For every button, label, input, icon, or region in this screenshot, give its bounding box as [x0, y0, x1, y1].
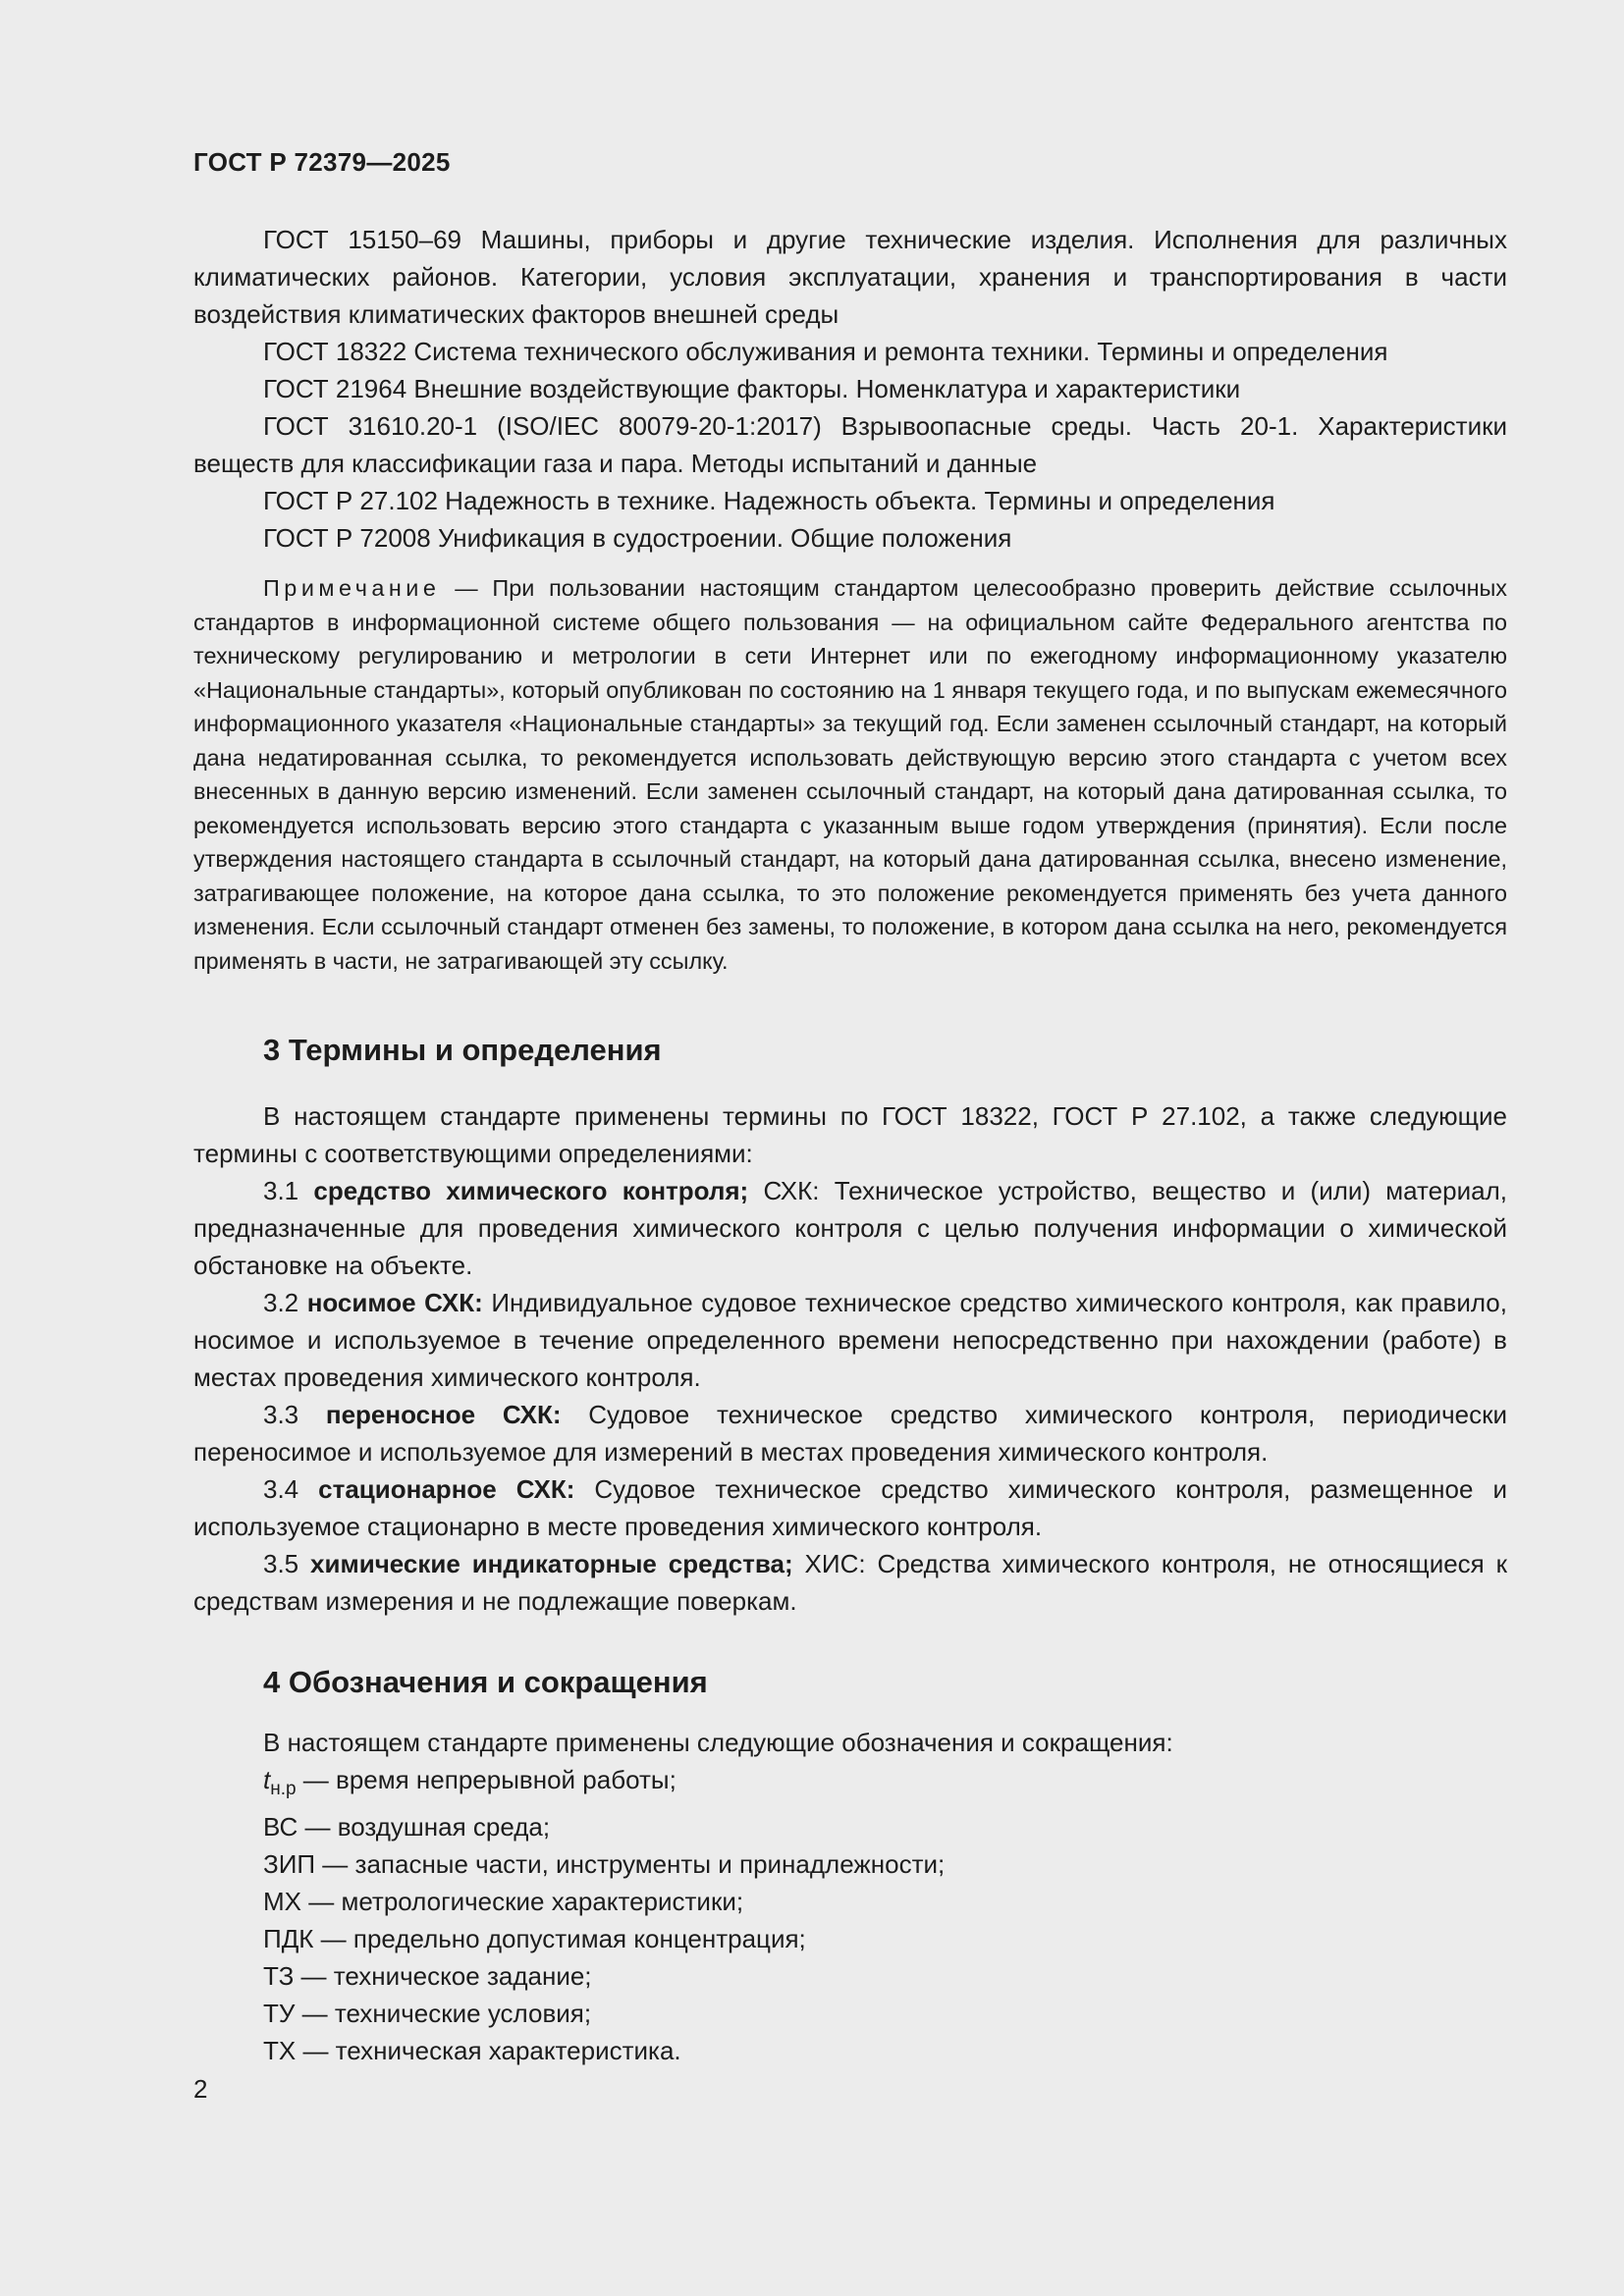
- reference-item: ГОСТ Р 27.102 Надежность в технике. Надежность объекта. Термины и определения: [263, 486, 1275, 515]
- term-number: 3.4: [263, 1474, 319, 1504]
- abbreviation-item: МХ — метрологические характеристики;: [263, 1887, 744, 1916]
- page-number: 2: [193, 2074, 208, 2104]
- section-3-intro: В настоящем стандарте применены термины по ГОСТ 18322, ГОСТ Р 27.102, а также следующие термины с соответствующими определениями:: [193, 1101, 1507, 1168]
- abbreviation-item: ПДК — предельно допустимая концентрация;: [263, 1924, 806, 1953]
- symbol-main: t: [263, 1765, 271, 1794]
- abbreviation-item: ВС — воздушная среда;: [263, 1812, 551, 1842]
- reference-item: ГОСТ 18322 Система технического обслуживания и ремонта техники. Термины и определения: [263, 337, 1388, 366]
- page-content: [193, 221, 1507, 2069]
- abbreviation-item: ЗИП — запасные части, инструменты и принадлежности;: [263, 1849, 946, 1879]
- term-name: стационарное СХК:: [318, 1474, 575, 1504]
- reference-item: ГОСТ 15150–69 Машины, приборы и другие технические изделия. Исполнения для различных климатических районов. Категории, условия эксплуатации, хранения и транспортирования в части воздействия климатических факторов внешней среды: [193, 225, 1507, 329]
- term-number: 3.3: [263, 1400, 326, 1429]
- term-definition: [193, 1284, 1507, 1396]
- normative-references: [193, 221, 1507, 557]
- term-number: 3.5: [263, 1549, 311, 1578]
- reference-item: ГОСТ 31610.20-1 (ISO/IEC 80079-20-1:2017) Взрывоопасные среды. Часть 20-1. Характеристики веществ для классификации газа и пара. Методы испытаний и данные: [193, 411, 1507, 478]
- term-name: химические индикаторные средства;: [310, 1549, 793, 1578]
- document-code: ГОСТ Р 72379—2025: [193, 147, 451, 177]
- term-text: ХИС: Средства химического контроля, не относящиеся к средствам измерения и не подлежащие поверкам.: [193, 1549, 1508, 1616]
- note-label: Примечание: [263, 575, 441, 601]
- note-paragraph: [193, 571, 1507, 978]
- section-4-intro: В настоящем стандарте применены следующие обозначения и сокращения:: [263, 1728, 1173, 1757]
- reference-item: ГОСТ Р 72008 Унификация в судостроении. Общие положения: [263, 523, 1012, 553]
- term-text: Индивидуальное судовое техническое средство химического контроля, как правило, носимое и используемое в течение определенного времени непосредственно при нахождении (работе) в местах проведения химического контроля.: [193, 1288, 1507, 1392]
- symbol-item: [193, 1761, 1507, 1808]
- term-definition: [193, 1396, 1507, 1470]
- term-name: носимое СХК:: [306, 1288, 483, 1317]
- abbreviation-item: ТЗ — техническое задание;: [263, 1961, 592, 1991]
- symbol-text: — время непрерывной работы;: [296, 1765, 677, 1794]
- abbreviation-item: ТУ — технические условия;: [263, 1999, 592, 2028]
- term-name: средство химического контроля;: [313, 1176, 749, 1205]
- section-3-heading: 3 Термины и определения: [263, 1033, 662, 1067]
- term-definition: [193, 1172, 1507, 1284]
- term-definition: [193, 1470, 1507, 1545]
- term-name: переносное СХК:: [325, 1400, 562, 1429]
- term-text: СХК: Техническое устройство, вещество и (или) материал, предназначенные для проведения химического контроля с целью получения информации о химической обстановке на объекте.: [193, 1176, 1507, 1280]
- term-number: 3.2: [263, 1288, 307, 1317]
- abbreviations-list: [193, 1724, 1507, 2069]
- symbol-subscript: н.р: [270, 1779, 297, 1799]
- section-4-heading: 4 Обозначения и сокращения: [263, 1665, 708, 1699]
- reference-item: ГОСТ 21964 Внешние воздействующие факторы. Номенклатура и характеристики: [263, 374, 1241, 403]
- term-text: Судовое техническое средство химического контроля, периодически переносимое и используемое для измерений в местах проведения химического контроля.: [193, 1400, 1507, 1467]
- term-number: 3.1: [263, 1176, 314, 1205]
- term-text: Судовое техническое средство химического контроля, размещенное и используемое стационарно в месте проведения химического контроля.: [193, 1474, 1507, 1541]
- term-definition: [193, 1545, 1507, 1620]
- note-text: — При пользовании настоящим стандартом целесообразно проверить действие ссылочных стандартов в информационной системе общего пользования — на официальном сайте Федерального агентства по техническому регулированию и метрологии в сети Интернет или по ежегодному информационному указателю «Национальные стандарты», который опубликован по состоянию на 1 января текущего года, и по выпускам ежемесячного информационного указателя «Национальные стандарты» за текущий год. Если заменен ссылочный стандарт, на который дана недатированная ссылка, то рекомендуется использовать действующую версию этого стандарта с учетом всех внесенных в данную версию изменений. Если заменен ссылочный стандарт, на который дана датированная ссылка, то рекомендуется использовать версию этого стандарта с указанным выше годом утверждения (принятия). Если после утверждения настоящего стандарта в ссылочный стандарт, на который дана датированная ссылка, внесено изменение, затрагивающее положение, на которое дана ссылка, то это положение рекомендуется применять без учета данного изменения. Если ссылочный стандарт отменен без замены, то положение, в котором дана ссылка на него, рекомендуется применять в части, не затрагивающей эту ссылку.: [193, 575, 1507, 974]
- abbreviation-item: ТХ — техническая характеристика.: [263, 2036, 681, 2065]
